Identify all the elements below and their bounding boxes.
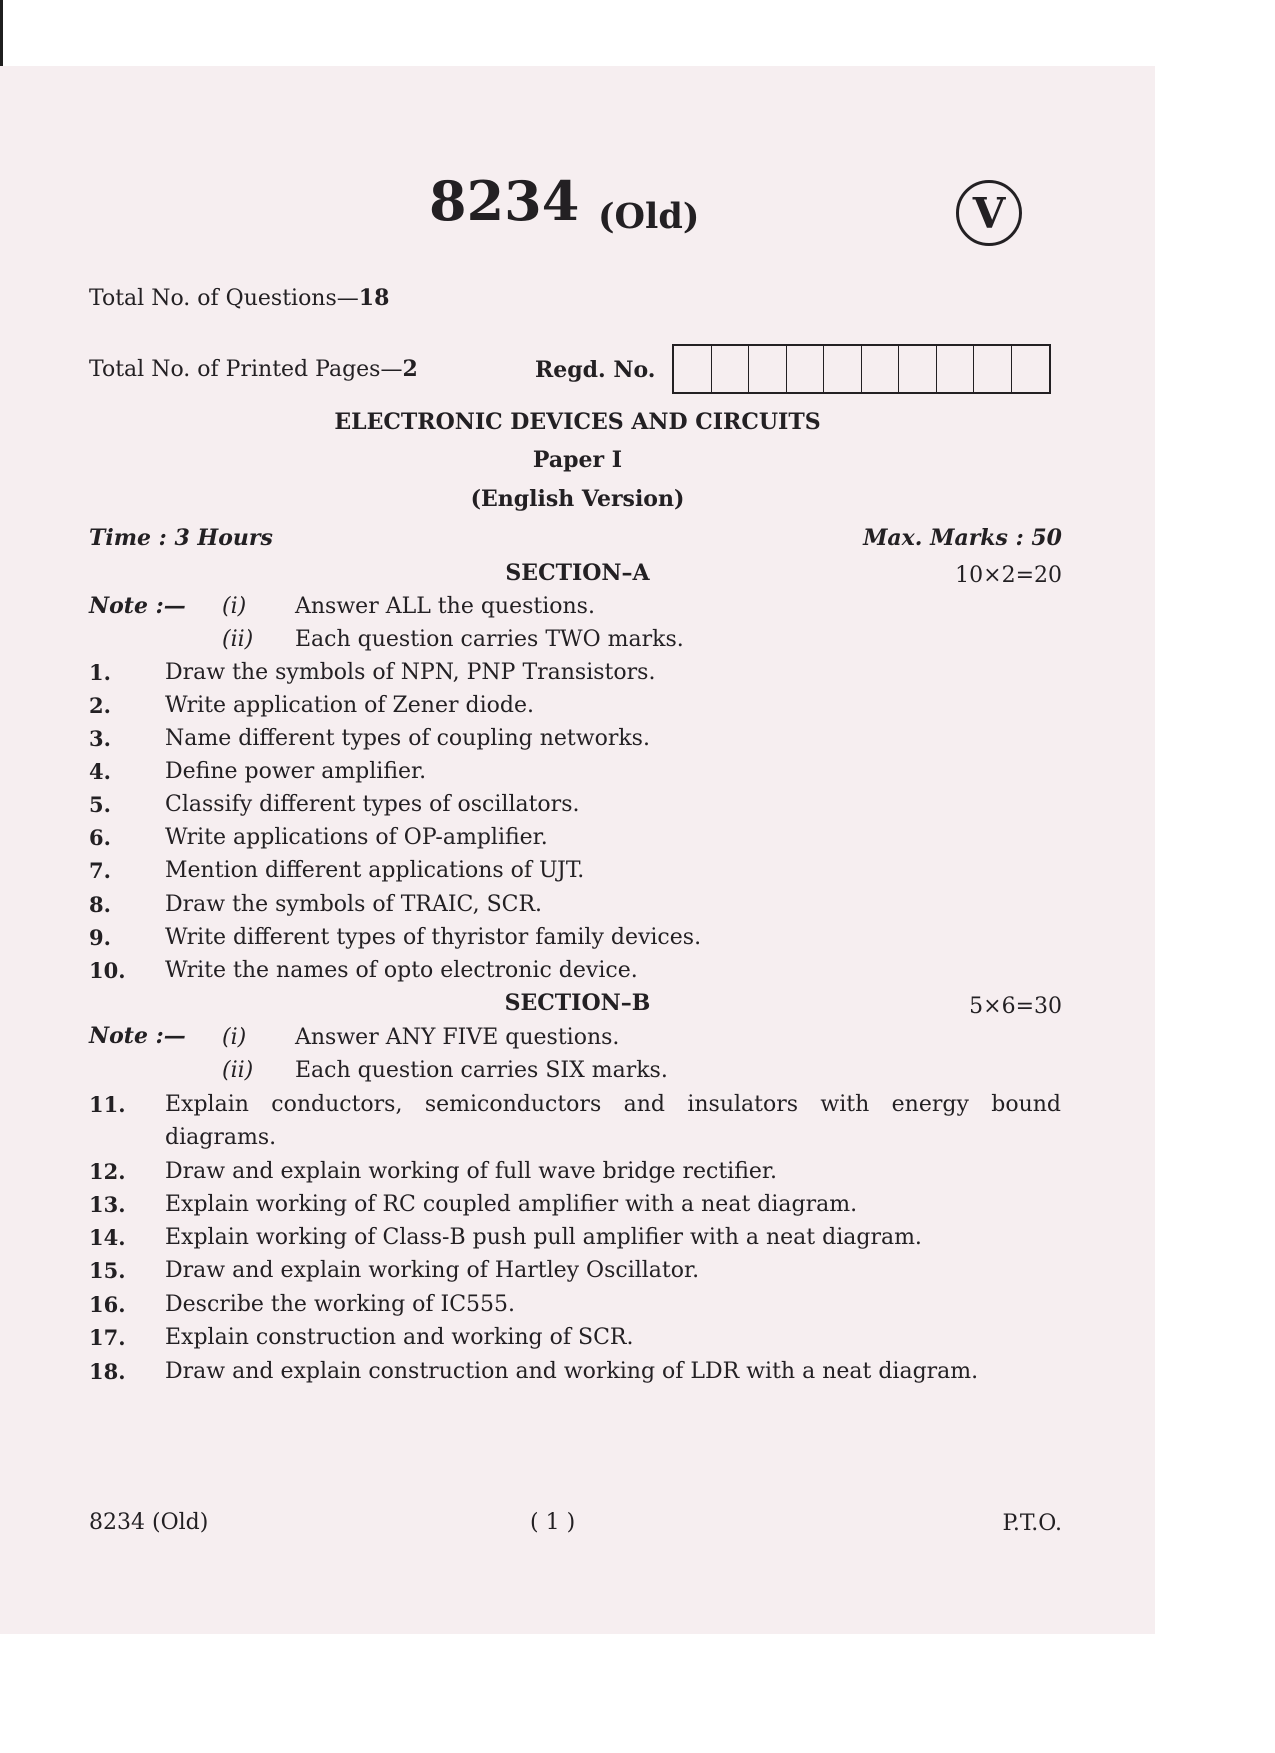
total-pages bbox=[89, 358, 418, 381]
section-b-note-label: Note :— bbox=[89, 1023, 186, 1049]
section-a-note-roman: (ii) bbox=[222, 627, 254, 652]
question-text: Write application of Zener diode. bbox=[165, 693, 534, 718]
question-text: Draw and explain working of full wave bridge rectifier. bbox=[165, 1159, 778, 1184]
regd-no-cell[interactable] bbox=[862, 346, 900, 392]
regd-no-label: Regd. No. bbox=[535, 357, 656, 383]
regd-no-cell[interactable] bbox=[787, 346, 825, 392]
regd-no-cell[interactable] bbox=[899, 346, 937, 392]
question-text: Mention different applications of UJT. bbox=[165, 858, 585, 883]
total-questions-label: Total No. of Questions— bbox=[89, 286, 359, 311]
question-text: Explain working of RC coupled amplifier with a neat diagram. bbox=[165, 1192, 858, 1217]
footer-paper-code: 8234 (Old) bbox=[89, 1510, 209, 1535]
version-language-text: (English Version) bbox=[470, 486, 685, 512]
version-badge: V bbox=[956, 180, 1022, 246]
question-text: Name different types of coupling networks. bbox=[165, 726, 650, 751]
question-number: 11. bbox=[89, 1092, 126, 1117]
question-number: 5. bbox=[89, 792, 111, 817]
question-text-continuation: diagrams. bbox=[165, 1125, 277, 1150]
question-number: 8. bbox=[89, 892, 111, 917]
question-number: 18. bbox=[89, 1359, 126, 1384]
paper-code-suffix: (Old) bbox=[598, 196, 700, 237]
section-b-note-roman: (ii) bbox=[222, 1058, 254, 1083]
version-language bbox=[0, 488, 1155, 510]
regd-no-cell[interactable] bbox=[937, 346, 975, 392]
question-number: 9. bbox=[89, 925, 111, 950]
question-text-line: Explain conductors, semiconductors and insulators with energy bound bbox=[165, 1092, 1061, 1117]
question-number: 3. bbox=[89, 726, 111, 751]
total-questions bbox=[89, 287, 389, 310]
question-text: Write the names of opto electronic device. bbox=[165, 958, 638, 983]
regd-no-boxes bbox=[672, 344, 1051, 394]
section-b-title-text: SECTION–B bbox=[504, 990, 651, 1016]
question-number: 4. bbox=[89, 759, 111, 784]
question-text: Classify different types of oscillators. bbox=[165, 792, 580, 817]
question-number: 6. bbox=[89, 825, 111, 850]
section-b-note-roman: (i) bbox=[222, 1025, 247, 1050]
time-allowed: Time : 3 Hours bbox=[89, 525, 273, 551]
question-number: 12. bbox=[89, 1159, 126, 1184]
total-questions-value: 18 bbox=[358, 285, 390, 311]
subject-title bbox=[0, 411, 1155, 433]
question-text bbox=[165, 1094, 1061, 1116]
question-number: 1. bbox=[89, 660, 111, 685]
section-b-marks: 5×6=30 bbox=[969, 994, 1062, 1019]
question-text: Draw the symbols of TRAIC, SCR. bbox=[165, 892, 543, 917]
question-text: Write applications of OP-amplifier. bbox=[165, 825, 548, 850]
question-number: 16. bbox=[89, 1292, 126, 1317]
max-marks: Max. Marks : 50 bbox=[863, 525, 1062, 551]
regd-no-cell[interactable] bbox=[974, 346, 1012, 392]
total-pages-label: Total No. of Printed Pages— bbox=[89, 357, 403, 382]
regd-no-cell[interactable] bbox=[749, 346, 787, 392]
paper-code: 8234 bbox=[429, 169, 580, 233]
paper-number bbox=[0, 449, 1155, 471]
footer-pto: P.T.O. bbox=[1002, 1511, 1062, 1536]
question-number: 7. bbox=[89, 858, 111, 883]
subject-title-text: ELECTRONIC DEVICES AND CIRCUITS bbox=[334, 409, 821, 435]
regd-no-cell[interactable] bbox=[1012, 346, 1050, 392]
section-b-note-text: Answer ANY FIVE questions. bbox=[295, 1025, 620, 1050]
question-text: Describe the working of IC555. bbox=[165, 1292, 516, 1317]
section-a-note-text: Answer ALL the questions. bbox=[295, 594, 595, 619]
section-a-marks: 10×2=20 bbox=[955, 563, 1062, 588]
question-text: Draw and explain working of Hartley Oscillator. bbox=[165, 1258, 700, 1283]
question-number: 2. bbox=[89, 693, 111, 718]
section-a-title-text: SECTION–A bbox=[505, 560, 650, 586]
regd-no-cell[interactable] bbox=[712, 346, 750, 392]
question-text: Explain working of Class-B push pull amplifier with a neat diagram. bbox=[165, 1225, 922, 1250]
paper-number-text: Paper I bbox=[532, 447, 623, 473]
question-text: Draw and explain construction and working of LDR with a neat diagram. bbox=[165, 1359, 979, 1384]
regd-no-cell[interactable] bbox=[824, 346, 862, 392]
question-number: 17. bbox=[89, 1325, 126, 1350]
section-a-note-label: Note :— bbox=[89, 593, 186, 619]
section-a-note-roman: (i) bbox=[222, 594, 247, 619]
total-pages-value: 2 bbox=[402, 356, 418, 382]
footer-page-number: ( 1 ) bbox=[530, 1510, 576, 1535]
question-number: 13. bbox=[89, 1192, 126, 1217]
question-number: 10. bbox=[89, 958, 126, 983]
question-text: Write different types of thyristor family devices. bbox=[165, 925, 702, 950]
question-text: Define power amplifier. bbox=[165, 759, 427, 784]
question-number: 15. bbox=[89, 1258, 126, 1283]
section-b-note-text: Each question carries SIX marks. bbox=[295, 1058, 668, 1083]
regd-no-cell[interactable] bbox=[674, 346, 712, 392]
question-number: 14. bbox=[89, 1225, 126, 1250]
section-a-note-text: Each question carries TWO marks. bbox=[295, 627, 684, 652]
question-text: Draw the symbols of NPN, PNP Transistors. bbox=[165, 660, 656, 685]
question-text: Explain construction and working of SCR. bbox=[165, 1325, 634, 1350]
